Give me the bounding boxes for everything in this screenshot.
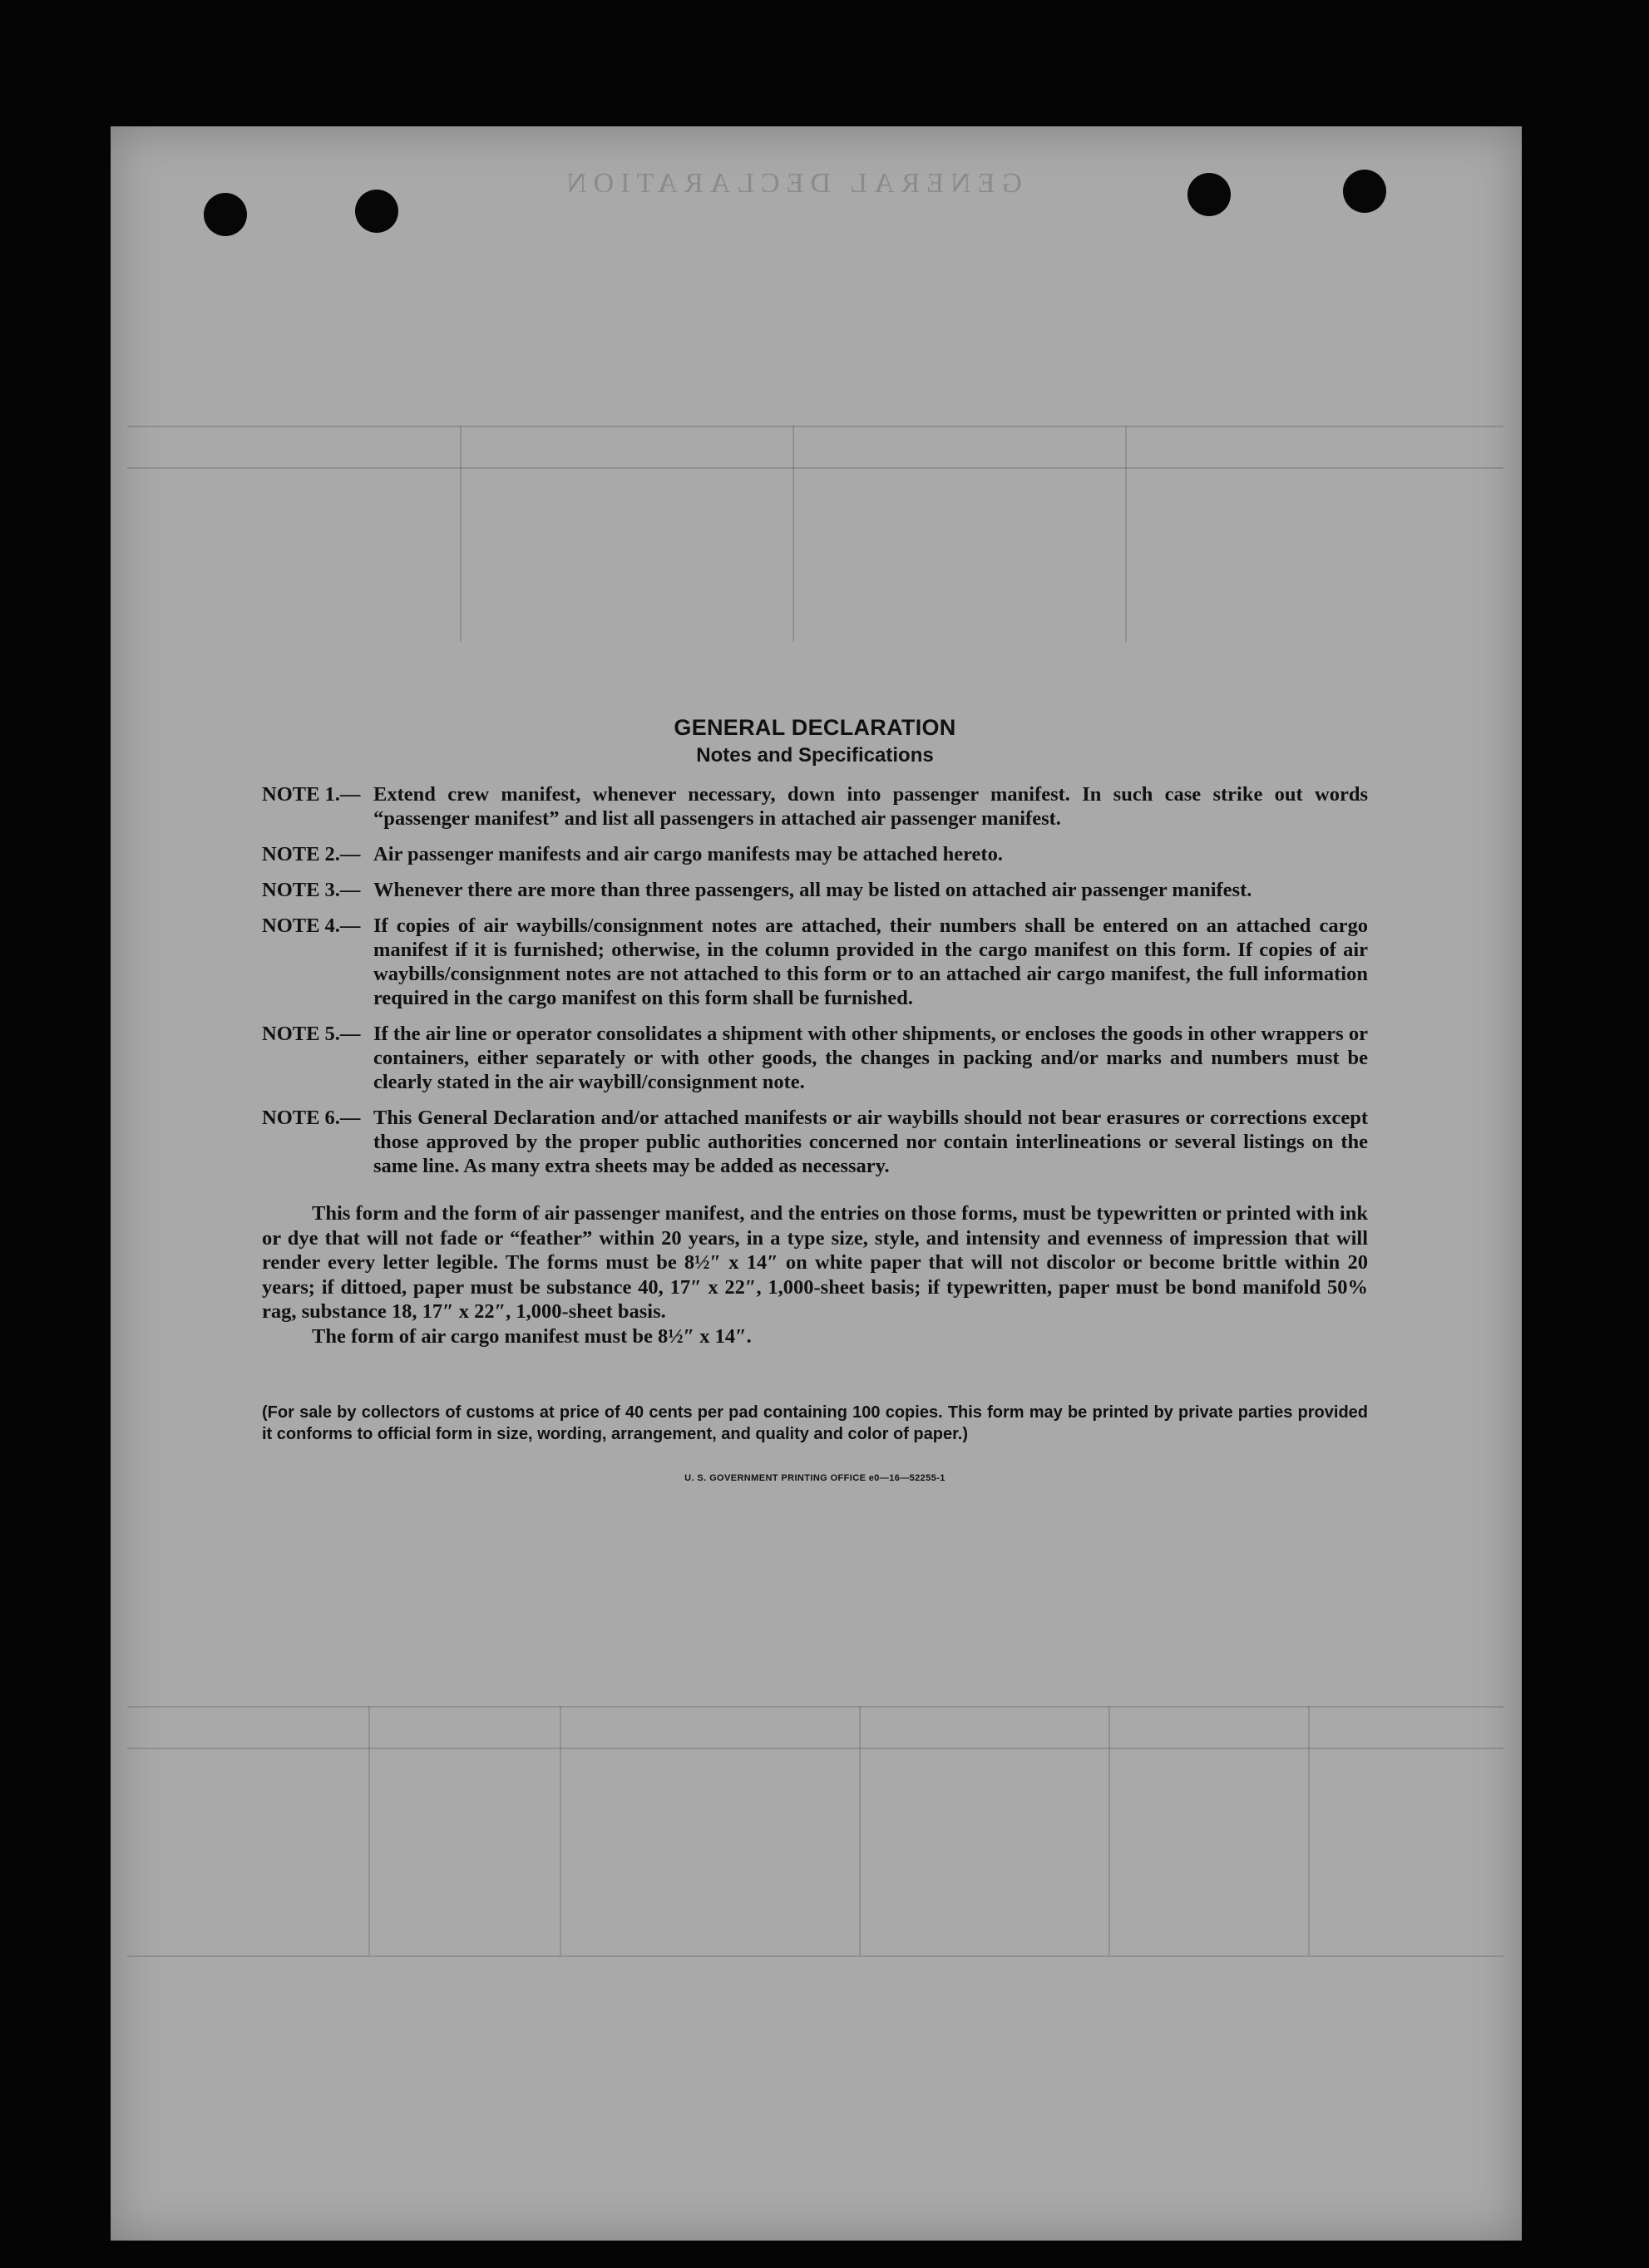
declaration-notes (262, 715, 1368, 1483)
note-text: If copies of air waybills/consignment notes are attached, their numbers shall be entered on an attached cargo manifest if it is furnished; otherwise, in the column provided in the cargo manifest on this form. If copies of air waybills/consignment notes are not attached to this form or to an attached air cargo manifest, the full information required in the cargo manifest on this form shall be furnished. (373, 915, 1368, 1009)
note-label: NOTE 6.— (262, 1107, 361, 1129)
note-label: NOTE 5.— (262, 1023, 361, 1045)
printer-imprint: U. S. GOVERNMENT PRINTING OFFICE e0—16—52255-1 (684, 1473, 945, 1483)
bleed-through-rule (560, 1706, 561, 1955)
note-text: This General Declaration and/or attached manifests or air waybills should not bear erasures or corrections except those approved by the proper public authorities concerned nor contain interlineations or several listings on the same line. As many extra sheets may be added as necessary. (373, 1107, 1368, 1177)
note-1 (262, 782, 1368, 831)
sale-note: (For sale by collectors of customs at price of 40 cents per pad containing 100 copies. This form may be printed by private parties provided it conforms to official form in size, wording, arrangement, and quality and color of paper.) (262, 1403, 1368, 1443)
note-2 (262, 842, 1368, 866)
note-text: Extend crew manifest, whenever necessary, down into passenger manifest. In such case strike out words “passenger manifest” and list all passengers in attached air passenger manifest. (373, 783, 1368, 830)
note-4 (262, 914, 1368, 1010)
note-6 (262, 1106, 1368, 1178)
document-title: GENERAL DECLARATION (674, 715, 956, 740)
note-text: If the air line or operator consolidates a shipment with other shipments, or encloses the goods in other wrappers or containers, either separately or with other goods, the changes in packing and/or marks and numbers must be clearly stated in the air waybill/consignment note. (373, 1023, 1368, 1093)
bleed-through-rule (127, 1748, 1503, 1749)
note-label: NOTE 1.— (262, 783, 361, 806)
note-label: NOTE 3.— (262, 879, 361, 901)
note-3 (262, 878, 1368, 902)
punch-hole (1343, 170, 1386, 213)
bleed-through-rule (368, 1706, 370, 1955)
bleed-through-rule (1125, 426, 1127, 642)
note-text: Air passenger manifests and air cargo manifests may be attached hereto. (373, 843, 1003, 865)
note-5 (262, 1022, 1368, 1094)
note-label: NOTE 2.— (262, 843, 361, 865)
notes-list (262, 782, 1368, 1178)
bleed-through-rule (1308, 1706, 1310, 1955)
bleed-through-rule (792, 426, 794, 642)
punch-hole (204, 193, 247, 236)
bleed-through-rule (859, 1706, 861, 1955)
punch-hole (355, 190, 398, 233)
note-text: Whenever there are more than three passengers, all may be listed on attached air passenger manifest. (373, 879, 1252, 901)
paragraph-body: This form and the form of air passenger manifest, and the entries on those forms, must be typewritten or printed with ink or dye that will not fade or “feather” within 20 years, in a type size, style, and intensity and evenness of impression that will render every letter legible. The forms must be 8½″ x 14″ on white paper that will not discolor or become brittle within 20 years; if dittoed, paper must be substance 40, 17″ x 22″, 1,000-sheet basis; if typewritten, paper must be bond manifold 50% rag, substance 18, 17″ x 22″, 1,000-sheet basis. (262, 1202, 1368, 1323)
bleed-through-rule (127, 1706, 1503, 1708)
bleed-through-rule (460, 426, 462, 642)
bleed-through-title: GENERAL DECLARATION (560, 168, 1022, 199)
note-label: NOTE 4.— (262, 915, 361, 937)
form-requirements-paragraph (262, 1201, 1368, 1348)
bleed-through-rule (127, 1955, 1503, 1957)
bleed-through-rule (127, 426, 1503, 427)
bleed-through-rule (1108, 1706, 1110, 1955)
bleed-through-rule (127, 467, 1503, 469)
paragraph-tail: The form of air cargo manifest must be 8½″ x 14″. (312, 1324, 752, 1348)
document-subtitle: Notes and Specifications (696, 744, 934, 767)
punch-hole (1187, 173, 1231, 216)
